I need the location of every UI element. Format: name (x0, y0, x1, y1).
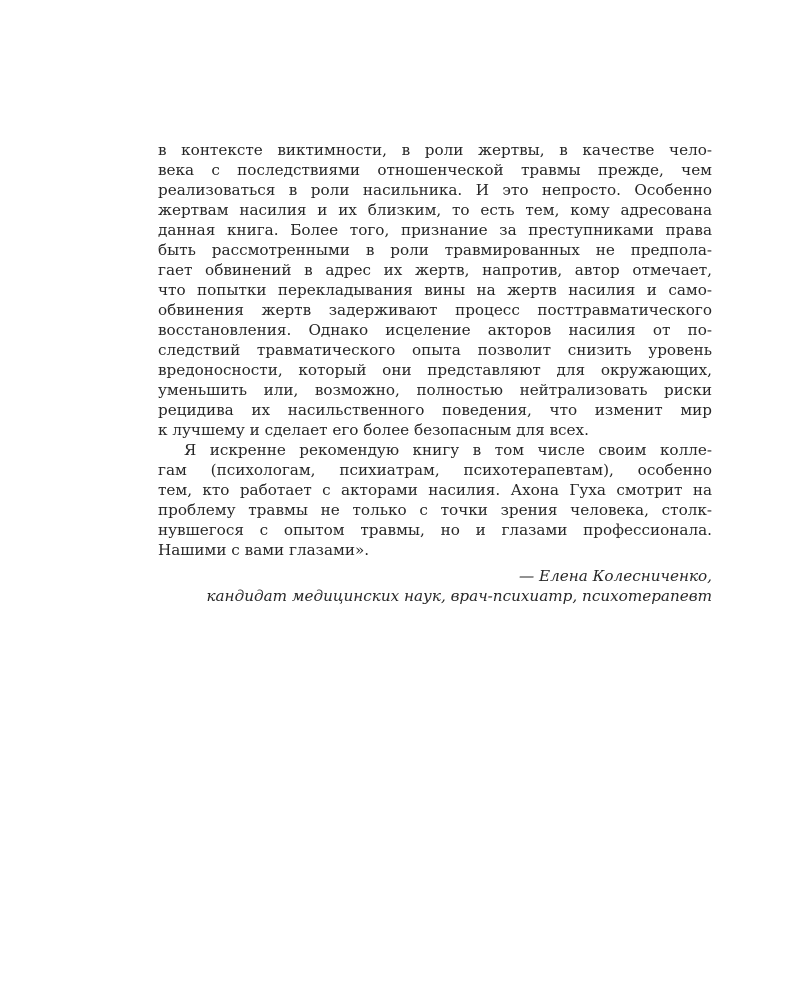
text-line: гам (психологам, психиатрам, психотерапевтам), особенно (158, 461, 712, 479)
text-line: рецидива их насильственного поведения, что изменит мир (158, 401, 712, 419)
text-line: гает обвинений в адрес их жертв, напротив, автор отмечает, (158, 261, 712, 279)
attribution-credentials: кандидат медицинских наук, врач-психиатр, психотерапевт (206, 587, 712, 605)
text-line: что попытки перекладывания вины на жертв насилия и само- (158, 281, 712, 299)
paragraph-1 (158, 140, 712, 440)
page-body (158, 140, 712, 606)
text-line: проблему травмы не только с точки зрения человека, столк- (158, 501, 712, 519)
text-line: в контексте виктимности, в роли жертвы, в качестве чело- (158, 141, 712, 159)
text-line: к лучшему и сделает его более безопасным для всех. (158, 421, 589, 439)
text-line: жертвам насилия и их близким, то есть тем, кому адресована (158, 201, 712, 219)
text-line: восстановления. Однако исцеление акторов насилия от по- (158, 321, 712, 339)
text-line: реализоваться в роли насильника. И это непросто. Особенно (158, 181, 712, 199)
text-line: века с последствиями отношенческой травмы прежде, чем (158, 161, 712, 179)
text-line: быть рассмотренными в роли травмированных не предпола- (158, 241, 712, 259)
text-line: Я искренне рекомендую книгу в том числе своим колле- (184, 441, 712, 459)
paragraph-2 (158, 440, 712, 560)
attribution (158, 566, 712, 606)
text-line: уменьшить или, возможно, полностью нейтрализовать риски (158, 381, 712, 399)
text-line: обвинения жертв задерживают процесс посттравматического (158, 301, 712, 319)
text-line: вредоносности, который они представляют для окружающих, (158, 361, 712, 379)
text-line: тем, кто работает с акторами насилия. Ахона Гуха смотрит на (158, 481, 712, 499)
text-line: нувшегося с опытом травмы, но и глазами профессионала. (158, 521, 712, 539)
text-line: следствий травматического опыта позволит снизить уровень (158, 341, 712, 359)
text-line: данная книга. Более того, признание за преступниками права (158, 221, 712, 239)
text-line: Нашими с вами глазами». (158, 541, 370, 559)
attribution-name: — Елена Колесниченко, (519, 567, 712, 585)
